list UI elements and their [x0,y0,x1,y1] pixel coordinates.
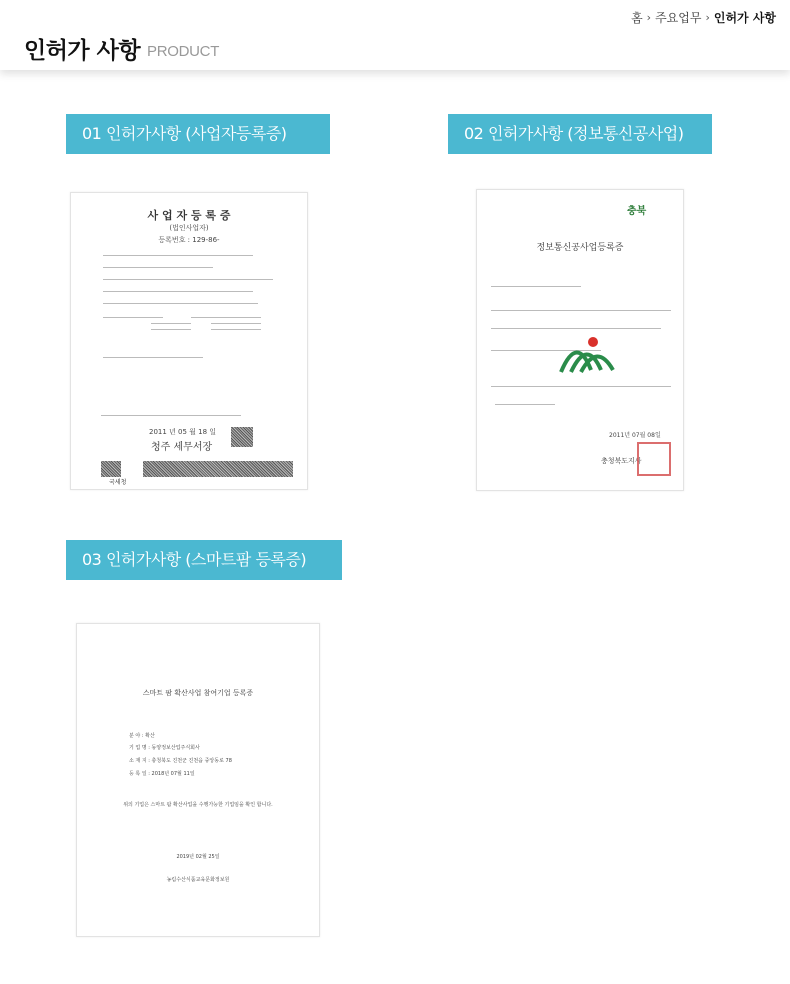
doc1-heading: 사 업 자 등 록 증 [147,209,231,222]
card-label-telecom-construction: 02 인허가사항 (정보통신공사업) [448,114,712,154]
doc3-issuer: 농림수산식품교육문화정보원 [166,877,230,883]
qr-code-icon [231,427,253,447]
doc1-date: 2011 년 05 월 18 일 [149,428,217,436]
page-title: 인허가 사항 [24,38,141,64]
chungbuk-logo: 충북 [627,206,647,217]
breadcrumb-current: 인허가 사항 [713,11,776,25]
breadcrumb-main-business[interactable]: 주요업무 [655,11,702,25]
breadcrumb [631,9,776,26]
chungbuk-emblem-watermark [557,324,617,374]
page-subtitle: PRODUCT [147,43,220,60]
page-header [0,0,790,70]
doc1-footer: 국세청 [109,479,127,486]
doc1-sub: (법인사업자) [169,224,209,232]
chevron-right-icon: › [646,11,652,24]
breadcrumb-home[interactable]: 홈 [631,11,643,25]
certificate-telecom-construction[interactable] [476,189,684,491]
barcode-icon [101,461,121,477]
doc3-field-4: 등 록 일 : 2018년 07월 11일 [129,771,195,777]
doc2-date: 2011년 07월 08일 [609,432,661,439]
certificate-business-registration[interactable] [70,192,308,490]
official-seal [637,442,671,476]
chevron-right-icon: › [705,11,710,24]
doc3-field-1: 분 야 : 확산 [129,733,155,739]
card-label-business-registration: 01 인허가사항 (사업자등록증) [66,114,330,154]
doc1-issuer: 청주 세무서장 [151,442,213,453]
doc2-issuer: 충청북도지사 [601,457,642,465]
doc3-field-3: 소 재 지 : 충청북도 진천군 진천읍 중앙동로 78 [129,758,232,764]
doc3-date: 2019년 02월 25일 [176,854,220,860]
doc1-regno: 등록번호 : 129-86- [158,236,220,244]
doc3-statement: 위의 기업은 스마트 팜 확산사업을 수행가능한 기업임을 확인 합니다. [123,802,273,808]
doc2-heading: 정보통신공사업등록증 [536,243,624,253]
doc3-heading: 스마트 팜 확산사업 참여기업 등록증 [142,689,254,697]
security-pattern [143,461,293,477]
doc3-field-2: 기 업 명 : 동양정보산업주식회사 [129,745,200,751]
card-label-smart-farm: 03 인허가사항 (스마트팜 등록증) [66,540,342,580]
certificate-smart-farm[interactable] [76,623,320,937]
